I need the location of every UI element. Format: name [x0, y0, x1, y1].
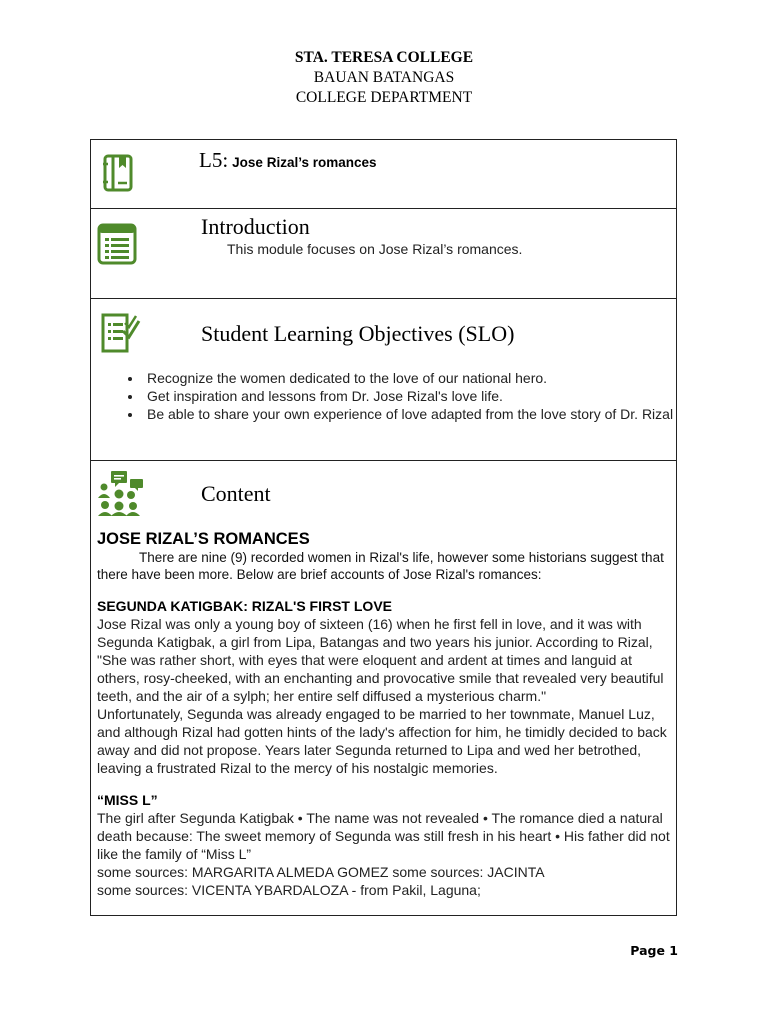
article-intro-text: There are nine (9) recorded women in Rizal's life, however some historians suggest that there have been more. Below are brief accounts of Jose Rizal's romances: — [97, 550, 664, 582]
content-section — [91, 461, 676, 915]
lesson-number: L5: — [199, 148, 229, 172]
college-name: STA. TERESA COLLEGE — [294, 49, 474, 66]
college-location: BAUAN BATANGAS — [313, 69, 455, 86]
paragraph: some sources: VICENTA YBARDALOZA - from Pakil, Laguna; — [97, 882, 481, 898]
slo-heading: Student Learning Objectives (SLO) — [201, 321, 515, 346]
paragraph: Jose Rizal was only a young boy of sixteen (16) when he first fell in love, and it was with Segunda Katigbak, a girl from Lipa, Batangas and two years his junior. According to Rizal, "She was rather short, with eyes that were eloquent and ardent at times and languid at others, rosy-cheeked, with an enchanting and provocative smile that revealed very beautiful teeth, and the air of a sylph; her entire self diffused a mysterious charm." — [97, 616, 664, 704]
college-department: COLLEGE DEPARTMENT — [295, 89, 473, 106]
book-icon — [102, 153, 136, 198]
introduction-section — [91, 209, 676, 299]
lesson-title: Jose Rizal’s romances — [232, 155, 377, 170]
module-frame — [90, 139, 677, 916]
slo-section — [91, 299, 676, 461]
content-body — [97, 529, 670, 899]
checklist-icon — [99, 311, 141, 360]
page-number: Page 1 — [630, 943, 678, 958]
introduction-heading: Introduction — [201, 214, 310, 239]
paragraph: Unfortunately, Segunda was already engaged to be married to her townmate, Manuel Luz, and although Rizal had gotten hints of the lady's affection for him, he timidly decided to back away and did not propose. Years later Segunda returned to Lipa and wed her betrothed, leaving a frustrated Rizal to the mercy of his nostalgic memories. — [97, 706, 667, 776]
group-discussion-icon — [97, 470, 147, 521]
content-heading: Content — [201, 481, 271, 506]
lesson-section — [91, 140, 676, 209]
list-item: • Be able to share your own experience of love adapted from the love story of Dr. Rizal — [143, 405, 708, 423]
article-title: JOSE RIZAL’S ROMANCES — [97, 530, 310, 548]
document-header — [0, 48, 768, 108]
section-heading-segunda: SEGUNDA KATIGBAK: RIZAL'S FIRST LOVE — [97, 598, 392, 614]
paragraph: The girl after Segunda Katigbak • The name was not revealed • The romance died a natural death because: The sweet memory of Segunda was still fresh in his heart • His father did not like the family of “Miss L” — [97, 810, 670, 862]
list-item: • Recognize the women dedicated to the love of our national hero. — [143, 369, 708, 387]
article-intro — [97, 549, 670, 583]
lesson-heading — [199, 148, 377, 173]
slo-list — [107, 369, 708, 423]
section-heading-miss-l: “MISS L” — [97, 792, 158, 808]
introduction-text: This module focuses on Jose Rizal’s romances. — [227, 241, 523, 257]
list-item: • Get inspiration and lessons from Dr. Jose Rizal's love life. — [143, 387, 708, 405]
paragraph: some sources: MARGARITA ALMEDA GOMEZ some sources: JACINTA — [97, 864, 545, 880]
document-list-icon — [97, 223, 137, 270]
